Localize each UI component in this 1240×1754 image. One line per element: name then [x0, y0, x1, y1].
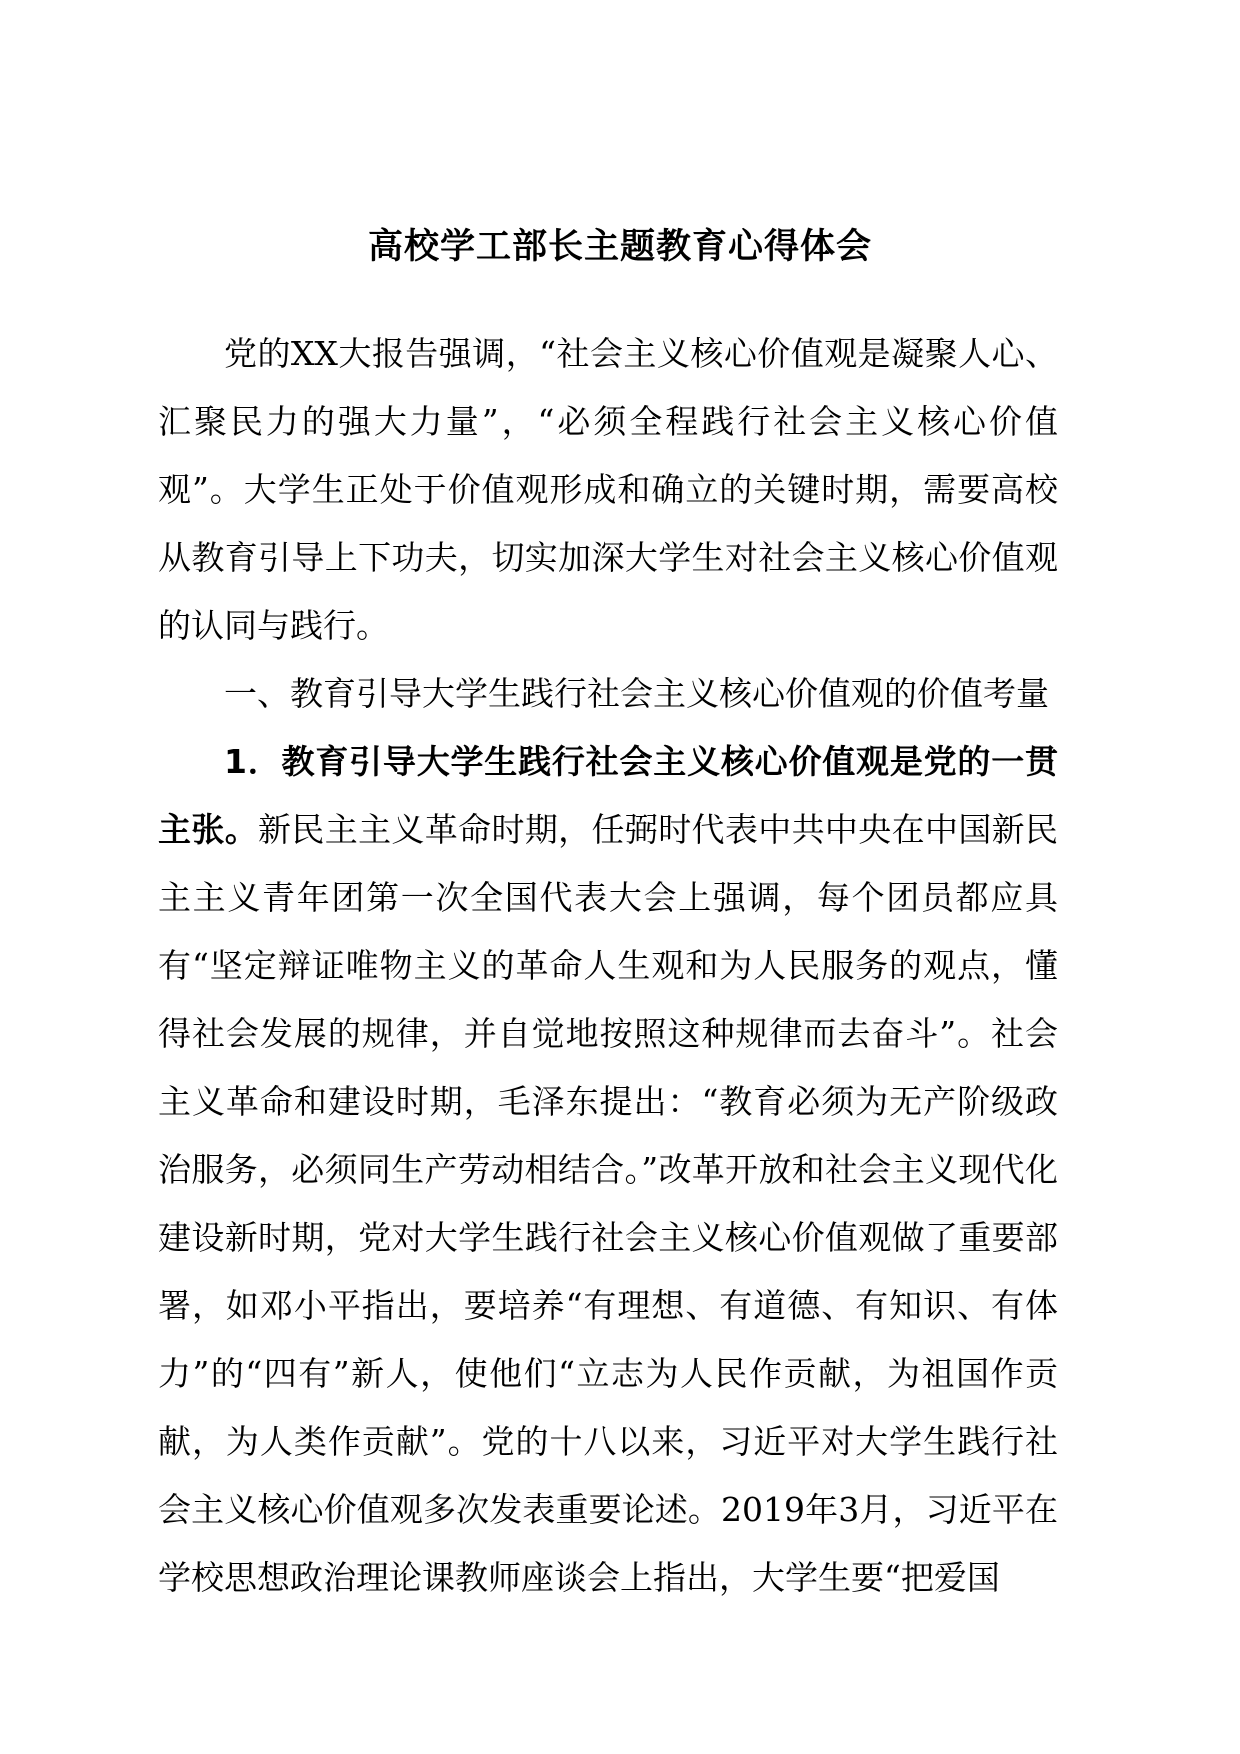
- section-heading: 一、教育引导大学生践行社会主义核心价值观的价值考量: [224, 674, 1049, 713]
- point-paragraph: [158, 728, 1058, 1612]
- point-lead: 1．教育引导大学生践行社会主义核心价值观是党的一贯主张。: [158, 742, 1058, 849]
- point-body: 新民主主义革命时期，任弼时代表中共中央在中国新民主主义青年团第一次全国代表大会上强调，每个团员都应具有“坚定辩证唯物主义的革命人生观和为人民服务的观点，懂得社会发展的规律，并自觉地按照这种规律而去奋斗”。社会主义革命和建设时期，毛泽东提出：“教育必须为无产阶级政治服务，必须同生产劳动相结合。”改革开放和社会主义现代化建设新时期，党对大学生践行社会主义核心价值观做了重要部署，如邓小平指出，要培养“有理想、有道德、有知识、有体力”的“四有”新人，使他们“立志为人民作贡献，为祖国作贡献，为人类作贡献”。党的十八以来，习近平对大学生践行社会主义核心价值观多次发表重要论述。2019年3月，习近平在学校思想政治理论课教师座谈会上指出，大学生要“把爱国: [158, 810, 1059, 1597]
- intro-paragraph: 党的XX大报告强调，“社会主义核心价值观是凝聚人心、汇聚民力的强大力量”，“必须全程践行社会主义核心价值观”。大学生正处于价值观形成和确立的关键时期，需要高校从教育引导上下功夫，切实加深大学生对社会主义核心价值观的认同与践行。: [158, 334, 1058, 645]
- document-body: [158, 320, 1058, 1612]
- document-title: 高校学工部长主题教育心得体会: [367, 227, 872, 267]
